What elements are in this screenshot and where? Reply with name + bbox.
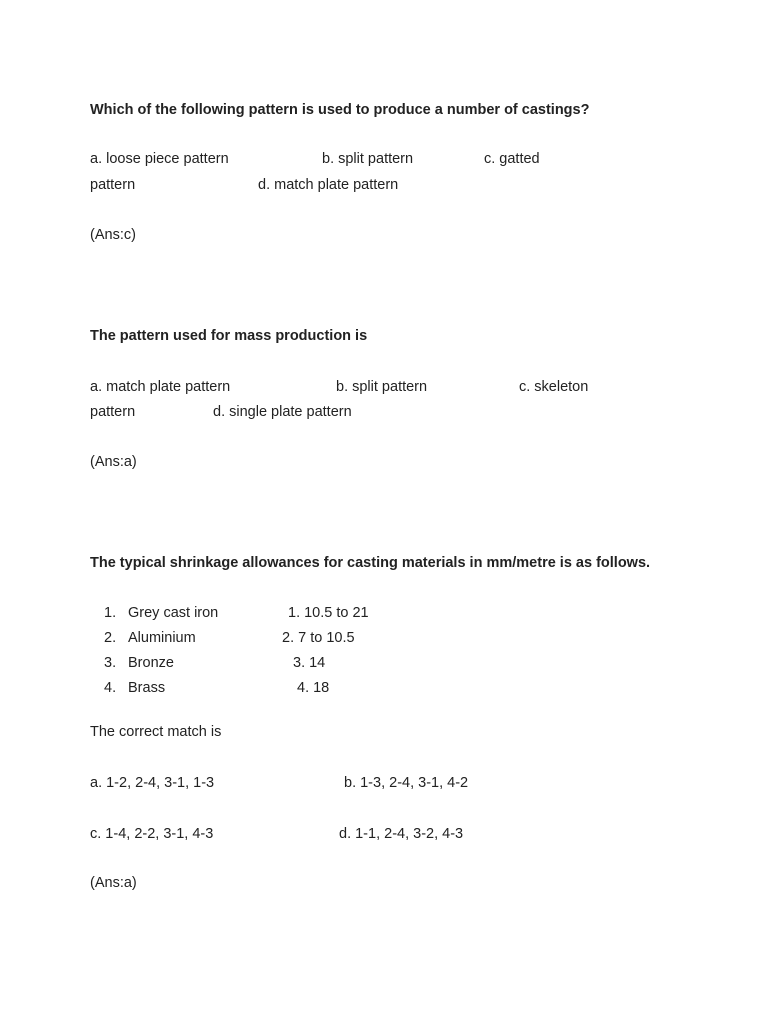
list-item-value: 2. 7 to 10.5 — [282, 630, 355, 646]
list-item-value: 4. 18 — [297, 680, 330, 696]
list-item-number: 4. — [104, 680, 117, 696]
q3-prompt: The correct match is — [90, 724, 222, 740]
list-item-material: Aluminium — [128, 630, 196, 646]
q2-option-b: b. split pattern — [336, 379, 428, 395]
list-item-number: 1. — [104, 605, 117, 621]
q3-option-c: c. 1-4, 2-2, 3-1, 4-3 — [90, 826, 214, 842]
q3-answer: (Ans:a) — [90, 875, 137, 891]
list-item-number: 3. — [104, 655, 117, 671]
q1-answer: (Ans:c) — [90, 227, 136, 243]
q1-option-b: b. split pattern — [322, 151, 414, 167]
q2-answer: (Ans:a) — [90, 454, 137, 470]
q2-option-d: d. single plate pattern — [213, 404, 352, 420]
list-item-number: 2. — [104, 630, 117, 646]
list-item-material: Brass — [128, 680, 166, 696]
q1-option-d: d. match plate pattern — [258, 177, 399, 193]
question-1-text: Which of the following pattern is used to produce a number of castings? — [90, 102, 590, 118]
q1-option-c: c. gatted — [484, 151, 540, 167]
q3-option-d: d. 1-1, 2-4, 3-2, 4-3 — [339, 826, 464, 842]
q2-option-c-continued: pattern — [90, 404, 136, 420]
q1-option-c-continued: pattern — [90, 177, 136, 193]
list-item-material: Bronze — [128, 655, 174, 671]
q1-option-a: a. loose piece pattern — [90, 151, 229, 167]
q3-option-b: b. 1-3, 2-4, 3-1, 4-2 — [344, 775, 469, 791]
q2-option-c: c. skeleton — [519, 379, 589, 395]
question-2-text: The pattern used for mass production is — [90, 328, 368, 344]
q3-option-a: a. 1-2, 2-4, 3-1, 1-3 — [90, 775, 215, 791]
q2-option-a: a. match plate pattern — [90, 379, 231, 395]
list-item-value: 1. 10.5 to 21 — [288, 605, 369, 621]
list-item-material: Grey cast iron — [128, 605, 219, 621]
list-item-value: 3. 14 — [293, 655, 326, 671]
question-3-text: The typical shrinkage allowances for casting materials in mm/metre is as follows. — [90, 555, 651, 571]
